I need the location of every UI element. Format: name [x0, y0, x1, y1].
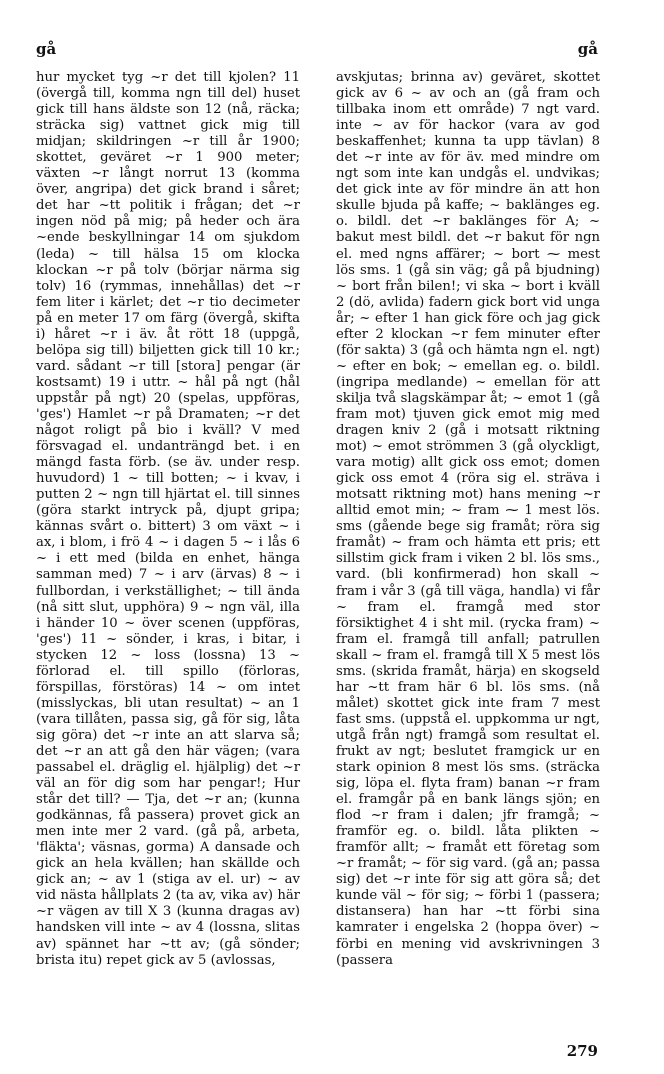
running-head-right: gå	[577, 40, 598, 58]
column-text: avskjutas; brinna av) geväret, skottet gick av 6 ~ av och an (gå fram och tillbaka inom ett område) 7 ngt vard. inte ~ av för hackor (vara av god beskaffenhet; kunna ta upp tävlan) 8 det ~r inte av för äv. med mindre om ngt som inte kan undgås el. undvikas; det gick inte av för mindre än att hon skulle bjuda på kaffe; ~ baklänges eg. o. bildl. det ~r baklänges för A; ~ bakut mest bildl. det ~r bakut för ngn el. med ngns affärer; ~ bort ⁓ mest lös sms. 1 (gå sin väg; gå på bjudning) ~ bort från bilen!; vi ska ~ bort i kväll 2 (dö, avlida) fadern gick bort vid unga år; ~ efter 1 han gick före och jag gick efter 2 klockan ~r fem minuter efter (för sakta) 3 (gå och hämta ngn el. ngt) ~ efter en bok; ~ emellan eg. o. bildl. (ingripa medlande) ~ emellan för att skilja två slagskämpar åt; ~ emot 1 (gå fram mot) tjuven gick emot mig med dragen kniv 2 (gå i motsatt riktning mot) ~ emot strömmen 3 (gå olyckligt, vara motig) allt gick oss emot; domen gick oss emot 4 (röra sig el. sträva i motsatt riktning mot) hans mening ~r alltid emot min; ~ fram ⁓ 1 mest lös. sms (gående bege sig framåt; röra sig framåt) ~ fram och hämta ett pris; ett sillstim gick fram i viken 2 bl. lös sms., vard. (bli konfirmerad) hon skall ~ fram i vår 3 (gå till väga, handla) vi får ~ fram el. framgå med stor försiktighet 4 i sht mil. (rycka fram) ~ fram el. framgå till anfall; patrullen skall ~ fram el. framgå till X 5 mest lös sms. (skrida framåt, härja) en skogseld har ~tt fram här 6 bl. lös sms. (nå målet) skottet gick inte fram 7 mest fast sms. (uppstå el. uppkomma ur ngt, utgå från ngt) framgå som resultat el. frukt av ngt; beslutet framgick ur en stark opinion 8 mest lös sms. (sträcka sig, löpa el. flyta fram) banan ~r fram el. framgår på en bank längs sjön; en flod ~r fram i dalen; jfr framgå; ~ framför eg. o. bildl. låta plikten ~ framför allt; ~ framåt ett företag som ~r framåt; ~ för sig vard. (gå an; passa sig) det ~r inte för sig att göra så; det kunde väl ~ för sig; ~ förbi 1 (passera; distansera) han har ~tt förbi sina kamrater i engelska 2 (hoppa över) ~ förbi en mening vid avskrivningen 3 (passera	[336, 70, 600, 968]
text-column-right	[336, 70, 600, 969]
page-number: 279	[566, 1042, 598, 1060]
running-head-left: gå	[36, 40, 57, 58]
column-text: hur mycket tyg ~r det till kjolen? 11 (övergå till, komma ngn till del) huset gick till hans äldste son 12 (nå, räcka; sträcka sig) vattnet gick mig till midjan; skildringen ~r till år 1900; skottet, geväret ~r 1 900 meter; växten ~r långt norrut 13 (komma över, angripa) det gick brand i såret; det har ~tt politik i frågan; det ~r ingen nöd på mig; på heder och ära ~ende beskyllningar 14 om sjukdom (leda) ~ till hälsa 15 om klocka klockan ~r på tolv (börjar närma sig tolv) 16 (rymmas, innehållas) det ~r fem liter i kärlet; det ~r tio decimeter på en meter 17 om färg (övergå, skifta i) håret ~r i äv. åt rött 18 (uppgå, belöpa sig till) biljetten gick till 10 kr.; vard. sådant ~r till [stora] pengar (är kostsamt) 19 i uttr. ~ hål på ngt (hål uppstår på ngt) 20 (spelas, uppföras, 'ges') Hamlet ~r på Dramaten; ~r det något roligt på bio i kväll? V med försvagad el. undanträngd bet. i en mängd fasta förb. (se äv. under resp. huvudord) 1 ~ till botten; ~ i kvav, i putten 2 ~ ngn till hjärtat el. till sinnes (göra starkt intryck på, djupt gripa; kännas svårt o. bittert) 3 om växt ~ i ax, i blom, i frö 4 ~ i dagen 5 ~ i lås 6 ~ i ett med (bilda en enhet, hänga samman med) 7 ~ i arv (ärvas) 8 ~ i fullbordan, i verkställighet; ~ till ända (nå sitt slut, upphöra) 9 ~ ngn väl, illa i händer 10 ~ över scenen (uppföras, 'ges') 11 ~ sönder, i kras, i bitar, i stycken 12 ~ loss (lossna) 13 ~ förlorad el. till spillo (förloras, förspillas, förstöras) 14 ~ om intet (misslyckas, bli utan resultat) ~ an 1 (vara tillåten, passa sig, gå för sig, låta sig göra) det ~r inte an att slarva så; det ~r an att gå den här vägen; (vara passabel el. dräglig el. hjälplig) det ~r väl an för dig som har pengar!; Hur står det till? — Tja, det ~r an; (kunna godkännas, få passera) provet gick an men inte mer 2 vard. (gå på, arbeta, 'fläkta'; väsnas, gorma) A dansade och gick an hela kvällen; han skällde och gick an; ~ av 1 (stiga av el. ur) ~ av vid nästa hållplats 2 (ta av, vika av) här ~r vägen av till X 3 (kunna dragas av) handsken vill inte ~ av 4 (lossna, slitas av) spännet har ~tt av; (gå sönder; brista itu) repet gick av 5 (avlossas,	[36, 70, 300, 968]
text-column-left	[36, 70, 300, 969]
